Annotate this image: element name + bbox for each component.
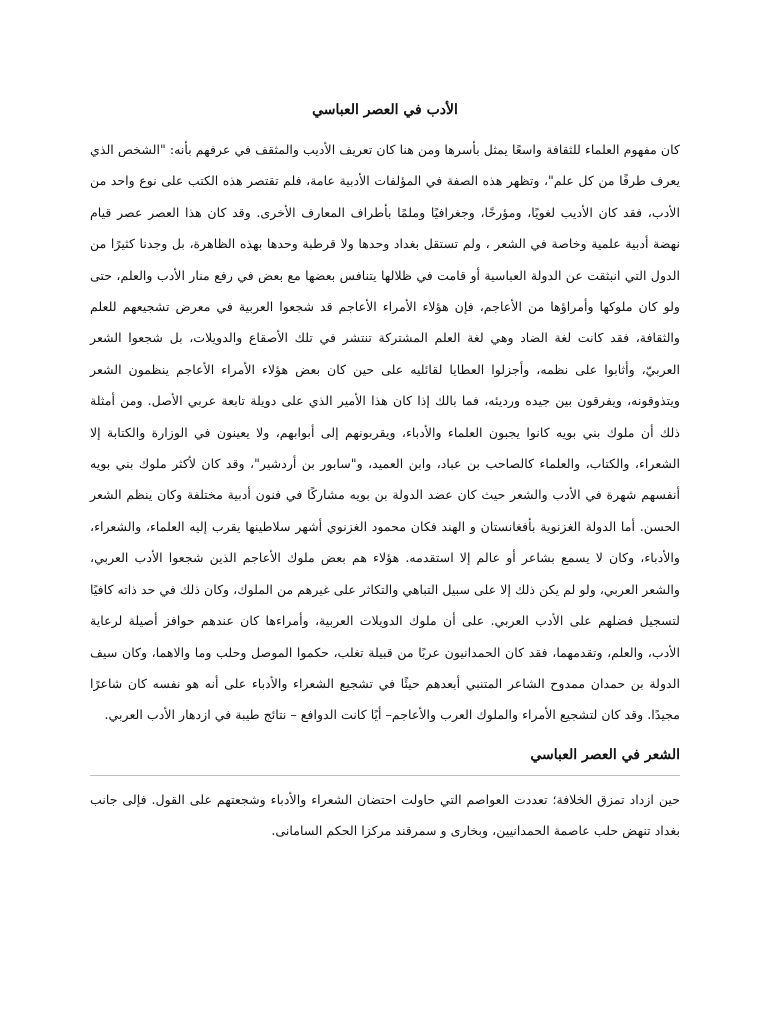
section-divider xyxy=(90,775,680,776)
section-title: الشعر في العصر العباسي xyxy=(530,746,680,763)
document-title: الأدب في العصر العباسي xyxy=(312,102,458,118)
section-paragraph: حين ازداد تمزق الخلافة؛ تعددت العواصم التي حاولت احتضان الشعراء والأدباء وشجعتهم على القول. فإلى جانب بغداد تنهض حلب عاصمة الحمدانيين، وبخارى و سمرقند مركزا الحكم السامانى. xyxy=(90,791,680,839)
document-page xyxy=(90,92,680,847)
body-paragraph: كان مفهوم العلماء للثقافة واسعًا يمثل بأسرها ومن هنا كان تعريف الأديب والمثقف في عرفهم بأنه: "الشخص الذي يعرف طرفًا من كل علم"، وتظهر هذه الصفة في المؤلفات الأدبية عامة، فلم تقتصر هذه الكتب على نوع واحد من الأدب، فقد كان الأديب لغويًا، ومؤرخًا، وجغرافيًا وملمًا بأطراف المعارف الأخرى. وقد كان هذا العصر عصر قيام نهضة أدبية علمية وخاصة في الشعر ، ولم تستقل بغداد وحدها ولا قرطبة وحدها بهذه الظاهرة، بل وجدنا كثيرًا من الدول التي انبثقت عن الدولة العباسية أو قامت في ظلالها يتنافس بعضها مع بعض في رفع منار الأدب والعلم، حتى ولو كان ملوكها وأمراؤها من الأعاجم، فإن هؤلاء الأمراء الأعاجم قد شجعوا العربية في معرض تشجيعهم للعلم والثقافة، فقد كانت لغة الضاد وهي لغة العلم المشتركة تنتشر في تلك الأصقاع والدويلات، بل شجعوا الشعر العربيّ، وأثابوا على نظمه، وأجزلوا العطايا لقائليه على حين كان بعض هؤلاء الأمراء الأعاجم ينظمون الشعر ويتذوقونه، ويفرقون بين جيده ورديئه، فما بالك إذا كان هذا الأمير الذي على دويلة تابعة عربي الأصل. ومن أمثلة ذلك أن ملوك بني بويه كانوا يجبون العلماء والأدباء، ويقربونهم إلى أبوابهم، ولا يعينون في الوزارة والكتابة إلا الشعراء، والكتاب، والعلماء كالصاحب بن عباد، وابن العميد، و"سابور بن أردشير"، وقد كان لأكثر ملوك بني بويه أنفسهم شهرة في الأدب والشعر حيث كان عضد الدولة بن بويه مشاركًا في فنون أدبية مختلفة وكان ينظم الشعر الحسن. أما الدولة الغزنوية بأفغانستان و الهند فكان محمود الغزنوي أشهر سلاطينها يقرب إليه العلماء، والشعراء، والأدباء، وكان لا يسمع بشاعر أو عالم إلا استقدمه. هؤلاء هم بعض ملوك الأعاجم الذين شجعوا الأدب العربي، والشعر العربي، ولو لم يكن ذلك إلا على سبيل التباهي والتكاثر على غيرهم من الملوك، وكان ذلك في حد ذاته كافيًا لتسجيل فضلهم على الأدب العربي. على أن ملوك الدويلات العربية، وأمراءها كان عندهم حوافز أصيلة لرعاية الأدب، والعلم، وتقدمهما، فقد كان الحمدانيون عربًا من قبيلة تغلب، حكموا الموصل وحلب وما والاهما، وكان سيف الدولة بن حمدان ممدوح الشاعر المتنبي أبعدهم حيئًا في تشجيع الشعراء والأدباء على أنه هو نفسه كان شاعرًا مجيدًا. وقد كان لتشجيع الأمراء والملوك العرب والأعاجم– أيًا كانت الدوافع – نتائج طيبة في ازدهار الأدب العربي. xyxy=(90,142,681,723)
